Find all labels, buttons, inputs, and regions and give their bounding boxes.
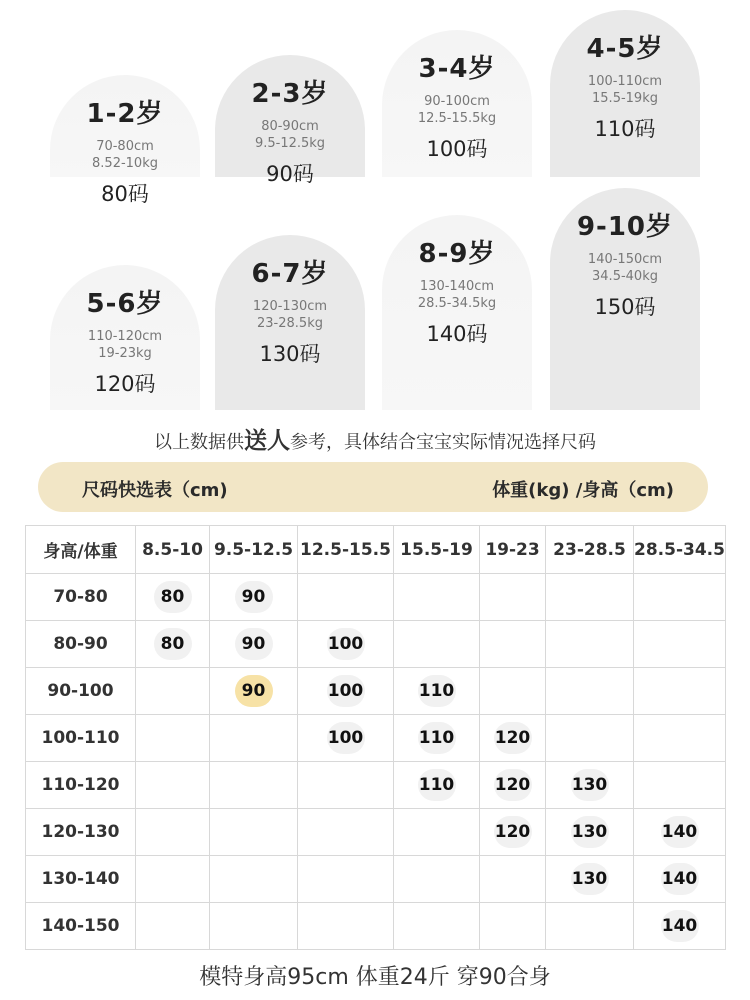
size-badge: 130: [571, 816, 609, 848]
card-age: 2-3岁: [251, 79, 329, 109]
banner-axis-label: 体重(kg) /身高（cm): [492, 480, 674, 501]
weight-column-header: 28.5-34.5: [634, 526, 726, 574]
table-cell: [634, 809, 726, 856]
weight-column-header: 8.5-10: [136, 526, 210, 574]
size-card: [215, 55, 365, 186]
table-cell: [210, 762, 298, 809]
table-cell: [634, 668, 726, 715]
table-cell: [480, 668, 546, 715]
height-row-header: 120-130: [26, 809, 136, 856]
card-weight: 28.5-34.5kg: [417, 296, 497, 311]
size-badge: 110: [418, 675, 456, 707]
size-badge: 90: [235, 675, 273, 707]
table-cell: [634, 715, 726, 762]
card-age: 9-10岁: [576, 212, 674, 242]
table-cell: [480, 574, 546, 621]
table-row: [26, 574, 726, 621]
weight-column-header: 19-23: [480, 526, 546, 574]
table-cell: [546, 809, 634, 856]
height-row-header: 100-110: [26, 715, 136, 762]
table-cell: [136, 903, 210, 950]
reference-note: 以上数据供送人参考，具体结合宝宝实际情况选择尺码: [154, 428, 596, 454]
card-age: 3-4岁: [418, 54, 496, 84]
size-badge: 110: [418, 722, 456, 754]
table-cell: [210, 621, 298, 668]
size-badge: 90: [235, 628, 273, 660]
size-chart-banner: [38, 462, 708, 512]
table-cell: [546, 715, 634, 762]
size-card: [215, 235, 365, 410]
table-cell: [394, 809, 480, 856]
model-note: 模特身高95cm 体重24斤 穿90合身: [199, 965, 551, 990]
table-cell: [394, 621, 480, 668]
card-age: 8-9岁: [418, 239, 496, 269]
table-cell: [298, 621, 394, 668]
table-cell: [136, 715, 210, 762]
table-cell: [546, 668, 634, 715]
size-card: [382, 30, 532, 177]
card-height: 140-150cm: [587, 252, 663, 267]
table-cell: [546, 856, 634, 903]
table-row: [26, 621, 726, 668]
card-size: 110码: [594, 117, 656, 141]
table-cell: [298, 762, 394, 809]
table-cell: [634, 574, 726, 621]
table-cell: [480, 856, 546, 903]
note-emphasis: 送人: [244, 428, 290, 454]
size-badge: 120: [494, 722, 532, 754]
table-cell: [136, 621, 210, 668]
card-weight: 19-23kg: [98, 346, 152, 361]
card-height: 100-110cm: [587, 74, 663, 89]
table-cell: [210, 715, 298, 762]
table-cell: [480, 903, 546, 950]
size-card: [50, 75, 200, 206]
table-cell: [394, 762, 480, 809]
size-badge: 100: [327, 628, 365, 660]
card-height: 130-140cm: [419, 279, 495, 294]
table-cell: [546, 762, 634, 809]
card-age: 5-6岁: [86, 289, 164, 319]
height-row-header: 110-120: [26, 762, 136, 809]
card-size: 130码: [259, 342, 321, 366]
table-cell: [546, 621, 634, 668]
table-cell: [136, 574, 210, 621]
table-cell: [298, 715, 394, 762]
table-cell: [394, 668, 480, 715]
table-cell: [298, 668, 394, 715]
size-card: [550, 188, 700, 410]
size-badge: 140: [661, 863, 699, 895]
card-weight: 23-28.5kg: [257, 316, 323, 331]
card-weight: 9.5-12.5kg: [254, 136, 326, 151]
size-badge: 80: [154, 628, 192, 660]
card-age: 6-7岁: [251, 259, 329, 289]
table-cell: [546, 903, 634, 950]
size-badge: 80: [154, 581, 192, 613]
card-size: 100码: [426, 137, 488, 161]
table-row: [26, 903, 726, 950]
card-size: 140码: [426, 322, 488, 346]
card-age: 1-2岁: [86, 99, 164, 129]
table-cell: [210, 856, 298, 903]
table-cell: [210, 574, 298, 621]
table-cell: [136, 668, 210, 715]
table-row: [26, 856, 726, 903]
table-row: [26, 809, 726, 856]
weight-column-header: 23-28.5: [546, 526, 634, 574]
table-cell: [480, 762, 546, 809]
size-card: [50, 265, 200, 410]
height-row-header: 70-80: [26, 574, 136, 621]
table-cell: [394, 715, 480, 762]
height-row-header: 130-140: [26, 856, 136, 903]
size-badge: 140: [661, 910, 699, 942]
size-badge: 130: [571, 769, 609, 801]
size-badge: 110: [418, 769, 456, 801]
size-badge: 140: [661, 816, 699, 848]
table-cell: [634, 856, 726, 903]
table-cell: [546, 574, 634, 621]
size-badge: 130: [571, 863, 609, 895]
weight-column-header: 12.5-15.5: [298, 526, 394, 574]
card-size: 120码: [94, 372, 156, 396]
table-cell: [210, 903, 298, 950]
height-row-header: 90-100: [26, 668, 136, 715]
card-size: 150码: [594, 295, 656, 319]
card-height: 110-120cm: [87, 329, 163, 344]
banner-title: 尺码快选表（cm): [82, 480, 228, 501]
table-cell: [480, 715, 546, 762]
card-weight: 34.5-40kg: [592, 269, 658, 284]
weight-column-header: 15.5-19: [394, 526, 480, 574]
size-badge: 100: [327, 722, 365, 754]
size-chart-table: [25, 525, 726, 950]
card-height: 120-130cm: [252, 299, 328, 314]
table-cell: [136, 762, 210, 809]
table-cell: [136, 809, 210, 856]
size-card: [382, 215, 532, 410]
table-cell: [298, 809, 394, 856]
table-cell: [210, 809, 298, 856]
table-row: [26, 715, 726, 762]
size-card: [550, 10, 700, 177]
table-cell: [298, 856, 394, 903]
table-cell: [394, 903, 480, 950]
table-cell: [480, 621, 546, 668]
card-size: 80码: [101, 182, 149, 206]
table-cell: [634, 762, 726, 809]
table-corner-header: 身高/体重: [26, 526, 136, 574]
table-row: [26, 668, 726, 715]
size-badge: 100: [327, 675, 365, 707]
height-row-header: 80-90: [26, 621, 136, 668]
table-cell: [634, 621, 726, 668]
table-cell: [634, 903, 726, 950]
table-cell: [210, 668, 298, 715]
card-size: 90码: [266, 162, 314, 186]
table-cell: [394, 856, 480, 903]
table-cell: [394, 574, 480, 621]
table-row: [26, 762, 726, 809]
table-cell: [136, 856, 210, 903]
card-weight: 8.52-10kg: [92, 156, 158, 171]
size-badge: 120: [494, 769, 532, 801]
card-height: 70-80cm: [96, 139, 154, 154]
card-height: 90-100cm: [424, 94, 490, 109]
table-cell: [298, 903, 394, 950]
card-weight: 15.5-19kg: [592, 91, 658, 106]
size-badge: 90: [235, 581, 273, 613]
card-age: 4-5岁: [586, 34, 664, 64]
weight-column-header: 9.5-12.5: [210, 526, 298, 574]
table-cell: [480, 809, 546, 856]
card-height: 80-90cm: [261, 119, 319, 134]
card-weight: 12.5-15.5kg: [417, 111, 497, 126]
table-cell: [298, 574, 394, 621]
height-row-header: 140-150: [26, 903, 136, 950]
size-badge: 120: [494, 816, 532, 848]
